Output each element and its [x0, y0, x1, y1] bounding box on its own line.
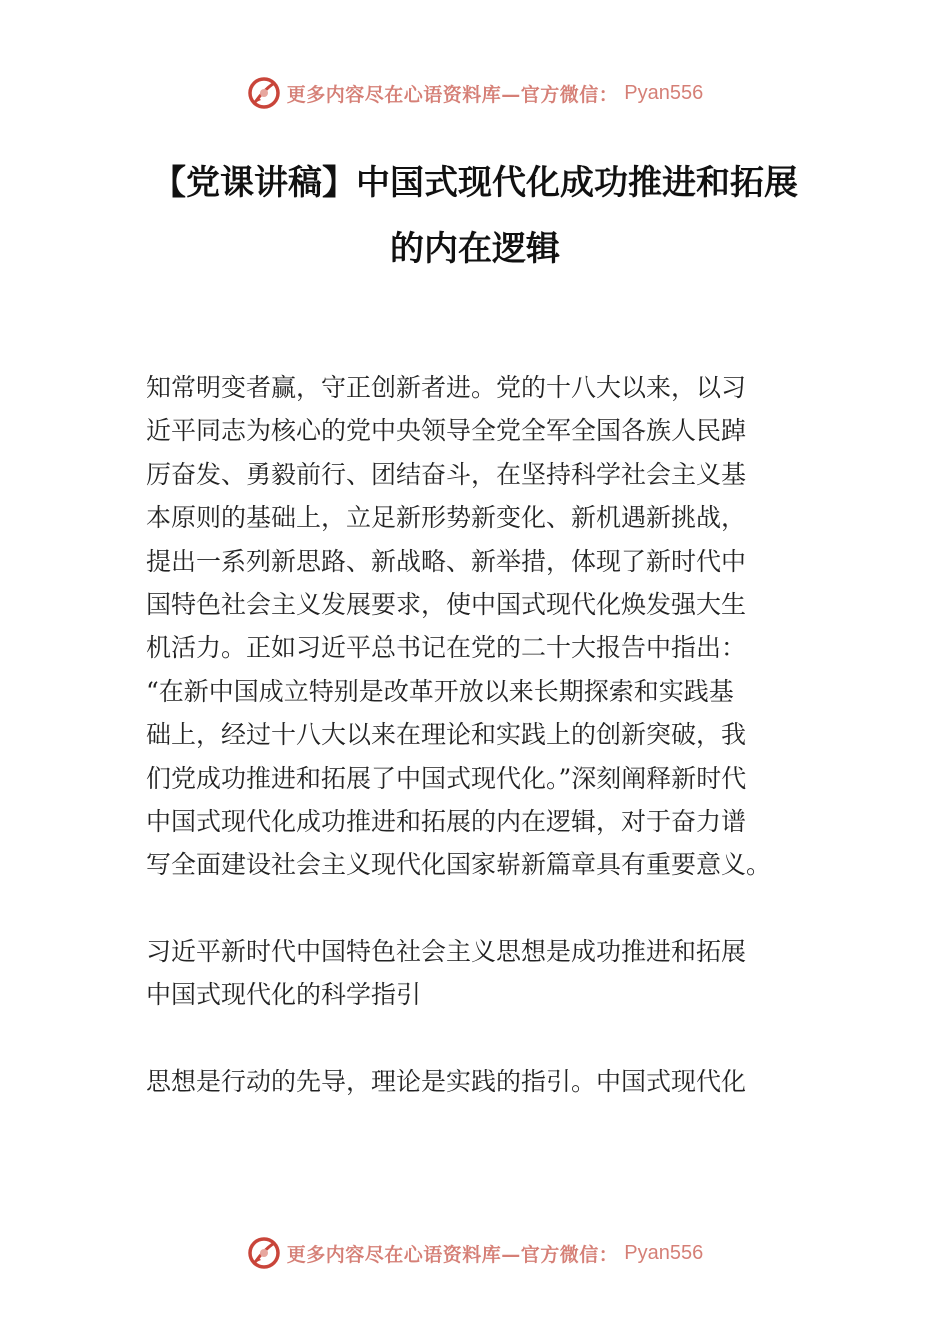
- brush-logo-icon: [247, 76, 281, 110]
- text-line: 本原则的基础上，立足新形势新变化、新机遇新挑战，: [146, 503, 747, 533]
- document-title: [100, 150, 850, 282]
- text-line: 中国式现代化成功推进和拓展的内在逻辑，对于奋力谱: [146, 807, 747, 837]
- text-line: 提出一系列新思路、新战略、新举措，体现了新时代中: [146, 546, 747, 576]
- title-line: 的内在逻辑: [390, 229, 560, 269]
- footer-banner: [0, 1233, 950, 1273]
- wechat-id: Pyan556: [624, 81, 704, 104]
- text-line: 中国式现代化的科学指引: [146, 980, 422, 1010]
- text-line: 知常明变者赢，守正创新者进。党的十八大以来，以习: [146, 373, 747, 402]
- banner-text: 更多内容尽在心语资料库—官方微信：: [286, 83, 619, 106]
- text-line: 机活力。正如习近平总书记在党的二十大报告中指出：: [146, 633, 747, 663]
- text-line: 写全面建设社会主义现代化国家崭新篇章具有重要意义。: [146, 850, 772, 880]
- paragraph-second: [146, 1060, 816, 1103]
- section-heading: [146, 930, 816, 1017]
- title-line: 【党课讲稿】中国式现代化成功推进和拓展: [152, 163, 798, 203]
- text-line: 厉奋发、勇毅前行、团结奋斗，在坚持科学社会主义基: [146, 459, 747, 489]
- paragraph-intro: [146, 366, 816, 887]
- wechat-id: Pyan556: [624, 1241, 704, 1264]
- text-line: 习近平新时代中国特色社会主义思想是成功推进和拓展: [146, 936, 747, 966]
- text-line: “在新中国成立特别是改革开放以来长期探索和实践基: [146, 676, 734, 706]
- text-line: 国特色社会主义发展要求，使中国式现代化焕发强大生: [146, 590, 747, 620]
- header-banner: [0, 73, 950, 113]
- text-line: 础上，经过十八大以来在理论和实践上的创新突破，我: [146, 720, 747, 750]
- text-line: 思想是行动的先导，理论是实践的指引。中国式现代化: [146, 1066, 747, 1096]
- banner-text: 更多内容尽在心语资料库—官方微信：: [286, 1243, 619, 1266]
- brush-logo-icon: [247, 1236, 281, 1270]
- text-line: 近平同志为核心的党中央领导全党全军全国各族人民踔: [146, 416, 747, 446]
- document-body: [146, 366, 816, 1103]
- text-line: 们党成功推进和拓展了中国式现代化。”深刻阐释新时代: [146, 763, 747, 793]
